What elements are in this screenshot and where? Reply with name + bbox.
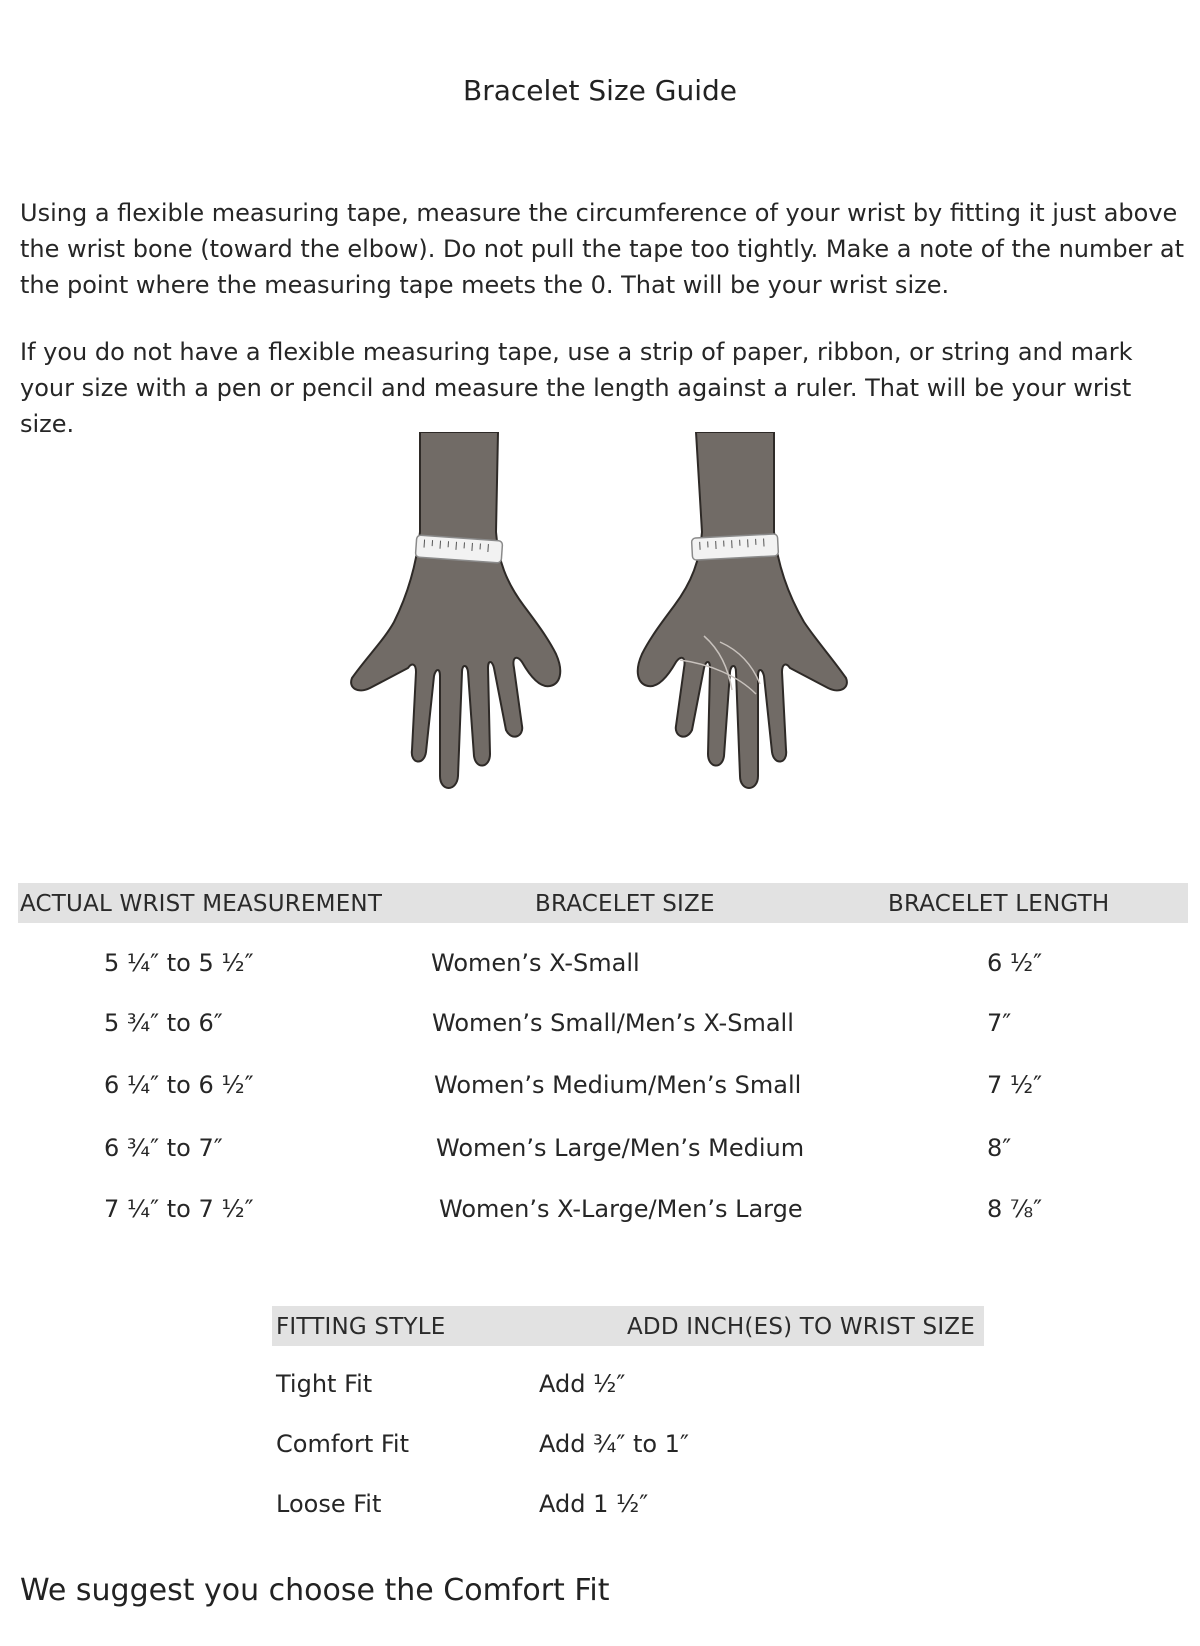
size-row-2-size: Women’s Small/Men’s X-Small — [432, 1009, 794, 1037]
fit-row-3-style: Loose Fit — [276, 1490, 382, 1518]
size-row-5-length: 8 ⅞″ — [987, 1195, 1043, 1223]
fit-table-header-style: FITTING STYLE — [276, 1314, 446, 1340]
instruction-paragraph-string: If you do not have a flexible measuring tape, use a strip of paper, ribbon, or string and mark your size with a pen or pencil and measure the length against a ruler. That will be your wrist size. — [20, 338, 1133, 438]
fit-row-1-style: Tight Fit — [276, 1370, 373, 1398]
fit-row-2-style: Comfort Fit — [276, 1430, 409, 1458]
size-row-2-wrist: 5 ¾″ to 6″ — [104, 1009, 223, 1037]
size-row-1-length: 6 ½″ — [987, 949, 1043, 977]
size-row-1-size: Women’s X-Small — [431, 949, 640, 977]
recommendation-note: We suggest you choose the Comfort Fit — [20, 1573, 610, 1608]
fit-row-2-add: Add ¾″ to 1″ — [539, 1430, 689, 1458]
size-row-5-size: Women’s X-Large/Men’s Large — [439, 1195, 803, 1223]
hand-back-icon — [351, 432, 560, 788]
size-row-5-wrist: 7 ¼″ to 7 ½″ — [104, 1195, 254, 1223]
size-row-4-size: Women’s Large/Men’s Medium — [436, 1134, 805, 1162]
size-row-4-wrist: 6 ¾″ to 7″ — [104, 1134, 223, 1162]
size-row-2-length: 7″ — [987, 1009, 1012, 1037]
size-row-3-size: Women’s Medium/Men’s Small — [434, 1071, 802, 1099]
size-table-header-wrist: ACTUAL WRIST MEASUREMENT — [20, 891, 383, 917]
size-row-4-length: 8″ — [987, 1134, 1012, 1162]
page-title: Bracelet Size Guide — [463, 74, 737, 107]
size-table-header-size: BRACELET SIZE — [535, 891, 715, 917]
instruction-paragraph-tape: Using a flexible measuring tape, measure the circumference of your wrist by fitting it just above the wrist bone (toward the elbow). Do not pull the tape too tightly. Make a note of the number at the point where the measuring tape meets the 0. That will be your wrist size. — [20, 199, 1184, 299]
size-row-1-wrist: 5 ¼″ to 5 ½″ — [104, 949, 254, 977]
size-row-3-wrist: 6 ¼″ to 6 ½″ — [104, 1071, 254, 1099]
size-row-3-length: 7 ½″ — [987, 1071, 1043, 1099]
hand-palm-icon — [638, 432, 847, 788]
wrist-measurement-illustration — [340, 432, 880, 814]
measuring-tape-right — [691, 534, 778, 560]
fit-row-1-add: Add ½″ — [539, 1370, 626, 1398]
fit-row-3-add: Add 1 ½″ — [539, 1490, 649, 1518]
fit-table-header-add: ADD INCH(ES) TO WRIST SIZE — [627, 1314, 975, 1340]
size-table-header-length: BRACELET LENGTH — [888, 891, 1110, 917]
